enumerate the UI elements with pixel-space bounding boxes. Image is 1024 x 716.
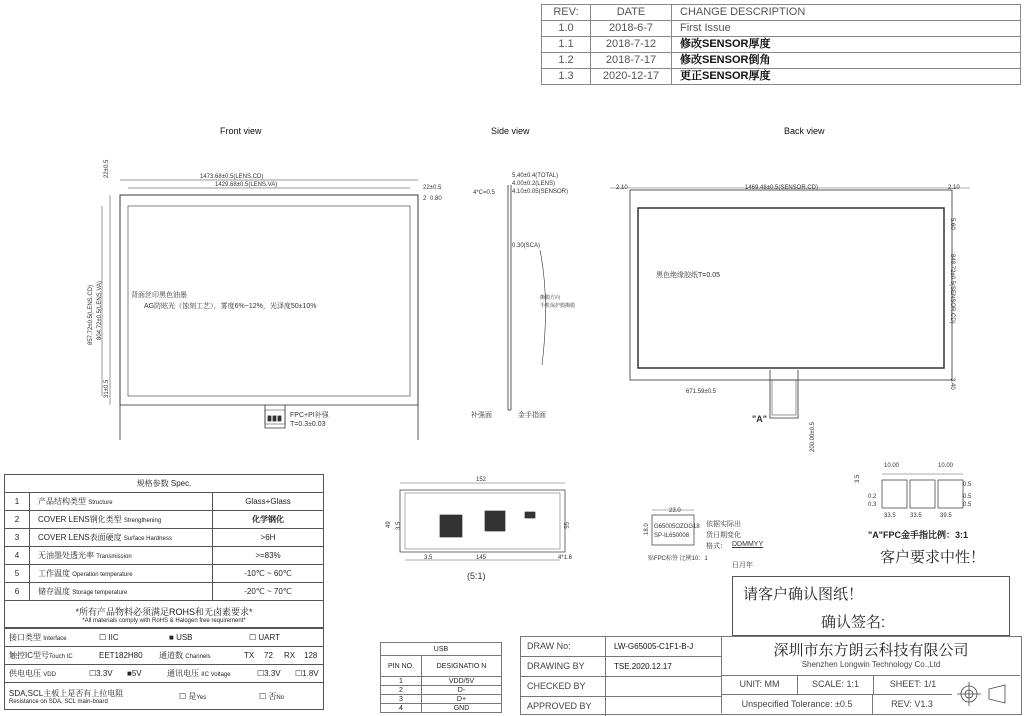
fpc-thickness: T=0.3±0.03 bbox=[290, 421, 326, 428]
detail-a-n3: 0.5 bbox=[963, 482, 972, 488]
spec-table bbox=[4, 474, 324, 628]
front-view-title: Front view bbox=[220, 126, 262, 136]
front-note-ag: AG防眩光（蚀刻工艺），雾度6%~12%，光泽度50±10% bbox=[144, 303, 317, 310]
side-l2: 金手指面 bbox=[518, 412, 546, 419]
iic-33: 3.3V bbox=[264, 669, 281, 678]
pull-en: Resistance on SDA, SCL main-board bbox=[9, 698, 108, 705]
detail-a-n10: 39.5 bbox=[940, 513, 952, 519]
back-d7: 671.59±0.5 bbox=[686, 389, 716, 395]
spec-v: >=83% bbox=[213, 547, 324, 565]
dim-080: 0.80 bbox=[430, 196, 442, 202]
tolerance: Unspecified Tolerance: ±0.5 bbox=[722, 695, 873, 714]
side-d5: 0.30(SCA) bbox=[512, 243, 541, 249]
dim-2: 2 bbox=[423, 196, 427, 202]
iic-en: IIC Voltage bbox=[201, 672, 231, 678]
ic-en: Touch IC bbox=[49, 654, 73, 660]
label-l2: SP-IL650008 bbox=[654, 533, 690, 539]
side-d3: 4.10±0.05(SENSOR) bbox=[512, 189, 568, 195]
pcb-drawing bbox=[385, 478, 580, 578]
pcb-h3: 3.5 bbox=[396, 521, 402, 530]
vdd-5: 5V bbox=[131, 669, 142, 678]
rev: REV: V1.3 bbox=[891, 699, 933, 709]
back-d2: 1469.48±0.5(SENSOR.CD) bbox=[745, 185, 818, 191]
label-a5: 日月年 bbox=[732, 562, 753, 569]
pcb-h1: 49 bbox=[386, 521, 392, 528]
dim-22b: 22±0.5 bbox=[104, 159, 110, 178]
back-d8: 200.00±0.5 bbox=[810, 422, 816, 452]
rev-cell: 1.0 bbox=[542, 21, 591, 37]
detail-a-n6: 0.5 bbox=[963, 494, 972, 500]
iface-usb: USB bbox=[176, 633, 193, 642]
back-d5: 848.72±0.5(SENSOR.CD) bbox=[949, 254, 955, 324]
desc-cell: 修改SENSOR倒角 bbox=[672, 53, 1021, 69]
iic-18: 1.8V bbox=[302, 669, 319, 678]
spec-en: Operation temperature bbox=[72, 572, 133, 578]
vdd-en: VDD bbox=[43, 672, 56, 678]
side-d7: 手机保护膜撕膜 bbox=[540, 303, 576, 309]
spec-en: Surface Hardness bbox=[123, 536, 172, 542]
pcb-h4: 3.5 bbox=[424, 555, 433, 561]
dim-h-va: 804.72±0.5(LENS.VA) bbox=[97, 281, 103, 340]
date-cell: 2018-6-7 bbox=[591, 21, 672, 37]
label-a2: 货日期变化 bbox=[706, 532, 741, 539]
ic-val: EET182H80 bbox=[99, 651, 143, 660]
detail-a-label: "A"FPC金手指比例：3:1 bbox=[868, 530, 969, 540]
detail-a-n4: 0.3 bbox=[868, 502, 877, 508]
side-view-title: Side view bbox=[491, 126, 530, 136]
confirm-box bbox=[732, 576, 1010, 636]
sheet: SHEET: 1/1 bbox=[889, 679, 937, 689]
label-a4: DDMMYY bbox=[732, 541, 764, 548]
title-block bbox=[520, 636, 1022, 715]
customer-neutral: 客户要求中性！ bbox=[880, 549, 986, 566]
label-a1: 依据实际出 bbox=[706, 521, 741, 528]
label-l1: G65005OZOG18 bbox=[654, 524, 700, 530]
spec-cn: 产品结构类型 bbox=[38, 497, 86, 506]
side-d6: 撕膜方向 bbox=[540, 295, 561, 301]
iface-en: Interface bbox=[43, 636, 67, 642]
usb-pin-n: 1 bbox=[381, 677, 422, 686]
front-view-drawing bbox=[80, 160, 460, 440]
back-view-drawing bbox=[610, 180, 970, 440]
label-note: 贴FPC标签 比例10：1 bbox=[648, 556, 708, 562]
detail-a-n1: 10.00 bbox=[938, 463, 954, 469]
spec-n: 3 bbox=[5, 529, 30, 547]
usb-pin-d: D- bbox=[422, 686, 502, 695]
spec-n: 5 bbox=[5, 565, 30, 583]
company-en: Shenzhen Longwin Technology Co.,Ltd bbox=[801, 660, 941, 669]
pcb-scale: (5:1) bbox=[467, 571, 486, 581]
pull-yes-en: Yes bbox=[196, 694, 207, 701]
scale: SCALE: 1:1 bbox=[798, 675, 874, 694]
draw-no: LW-G65005-C1F1-B-J bbox=[614, 642, 694, 651]
detail-a-n7: 0.5 bbox=[963, 502, 972, 508]
spec-en: Structure bbox=[88, 500, 113, 506]
iface-label: 接口类型 bbox=[9, 633, 41, 642]
unit: UNIT: MM bbox=[722, 675, 798, 694]
rohs-cn: *所有产品物料必须满足ROHS和无卤素要求* bbox=[75, 606, 253, 617]
desc-cell: 更正SENSOR厚度 bbox=[672, 69, 1021, 85]
spec-n: 4 bbox=[5, 547, 30, 565]
rx: RX bbox=[284, 651, 296, 660]
usb-pin-n: 3 bbox=[381, 695, 422, 704]
back-view-title: Back view bbox=[784, 126, 825, 136]
iface-iic: IIC bbox=[108, 633, 119, 642]
pull-yes: 是 bbox=[188, 691, 197, 701]
spec-cn: COVER LENS表面硬度 bbox=[38, 533, 122, 542]
spec-title: 规格参数 Spec. bbox=[5, 475, 324, 493]
rx-v: 128 bbox=[304, 651, 318, 660]
ch-en: Channels bbox=[185, 654, 211, 660]
desc-header: CHANGE DESCRIPTION bbox=[672, 5, 1021, 21]
spec-cn: COVER LENS钢化类型 bbox=[38, 515, 122, 524]
side-d4: 4*C=0.5 bbox=[473, 190, 495, 196]
detail-a-n2: 3.5 bbox=[855, 474, 861, 483]
pcb-h2: 55 bbox=[562, 522, 568, 529]
tx-v: 72 bbox=[264, 651, 273, 660]
spec-en: Transmission bbox=[96, 554, 132, 560]
label-a3: 格式： bbox=[706, 543, 727, 550]
usb-table bbox=[380, 642, 502, 713]
usb-h1: PIN NO. bbox=[381, 656, 422, 677]
back-note: 黑色绝缘胶纸T=0.05 bbox=[656, 272, 720, 279]
back-d3: 2.10 bbox=[948, 185, 960, 191]
side-l1: 补强面 bbox=[471, 412, 492, 419]
desc-cell: 修改SENSOR厚度 bbox=[672, 37, 1021, 53]
usb-pin-d: D+ bbox=[422, 695, 502, 704]
side-d1: 5.40±0.4(TOTAL) bbox=[512, 173, 559, 179]
revision-table bbox=[541, 4, 1021, 85]
rev-cell: 1.2 bbox=[542, 53, 591, 69]
spec-cn: 无油墨处透光率 bbox=[38, 551, 94, 560]
confirm-l2: 确认签名: bbox=[821, 614, 886, 631]
interface-block: 接口类型 Interface ☐ IIC ■ USB ☐ UART 触控IC型号Touch IC EET182H80 通道数 Channels TX 72 RX 128 供电电压 VDD ☐3.3V ■5V 通讯电压 IIC Voltage ☐3.3V ☐1.8V SDA,SCL主板上是否有上拉电阻 Resistance on SDA, SCL main-board ☐ 是Yes ☐ 否No bbox=[4, 628, 324, 710]
confirm-l1: 请客户确认图纸！ bbox=[743, 586, 864, 603]
date-cell: 2018-7-17 bbox=[591, 53, 672, 69]
detail-a-drawing bbox=[860, 460, 980, 520]
iface-uart: UART bbox=[258, 633, 281, 642]
pcb-w: 152 bbox=[476, 477, 487, 483]
date-cell: 2020-12-17 bbox=[591, 69, 672, 85]
spec-v: -10℃ ~ 60℃ bbox=[213, 565, 324, 583]
ch-label: 通道数 bbox=[159, 651, 183, 660]
dim-lens-cd: 1473.68±0.5(LENS.CD) bbox=[200, 174, 264, 180]
back-d1: 2.10 bbox=[616, 185, 628, 191]
rohs-en: *All materials comply with RoHS & Halogen free requirement* bbox=[82, 617, 246, 624]
vdd-33: 3.3V bbox=[96, 669, 113, 678]
usb-pin-d: VDD/5V bbox=[422, 677, 502, 686]
spec-v: >6H bbox=[213, 529, 324, 547]
usb-pin-n: 2 bbox=[381, 686, 422, 695]
back-d4: 5.60 bbox=[949, 218, 955, 230]
label-box2: 18.0 bbox=[644, 523, 650, 535]
spec-n: 1 bbox=[5, 493, 30, 511]
spec-v: Glass+Glass bbox=[213, 493, 324, 511]
dim-lens-va: 1429.68±0.5(LENS.VA) bbox=[215, 182, 278, 188]
fpc-note: FPC+PI补强 bbox=[290, 412, 329, 419]
company-cn: 深圳市东方朗云科技有限公司 bbox=[773, 642, 969, 659]
pcb-d5: 4*1.6 bbox=[558, 555, 573, 561]
approved-label: APPROVED BY bbox=[521, 697, 606, 716]
checked-label: CHECKED BY bbox=[521, 677, 606, 696]
spec-en: Storage temperature bbox=[72, 590, 128, 596]
tx: TX bbox=[244, 651, 255, 660]
usb-pin-d: GND bbox=[422, 704, 502, 713]
projection-symbol-icon bbox=[955, 681, 1015, 707]
ic-label: 触控IC型号 bbox=[9, 651, 49, 660]
spec-cn: 工作温度 bbox=[38, 569, 70, 578]
spec-v: 化学钢化 bbox=[213, 511, 324, 529]
iic-label: 通讯电压 bbox=[167, 669, 199, 678]
rev-header: REV: bbox=[542, 5, 591, 21]
vdd-label: 供电电压 bbox=[9, 669, 41, 678]
pcb-w2: 145 bbox=[476, 555, 487, 561]
dim-31: 31±0.5 bbox=[104, 379, 110, 398]
spec-cn: 储存温度 bbox=[38, 587, 70, 596]
detail-a-n5: 0.2 bbox=[868, 494, 877, 500]
pull-no-en: No bbox=[276, 694, 285, 701]
dim-22a: 22±0.5 bbox=[423, 185, 442, 191]
back-d6: 3.40 bbox=[949, 378, 955, 390]
front-note-ink: 背面丝印黑色油墨 bbox=[131, 292, 187, 299]
rev-cell: 1.1 bbox=[542, 37, 591, 53]
pull-label: SDA,SCL主板上是否有上拉电阻 bbox=[9, 688, 124, 698]
date-cell: 2018-7-12 bbox=[591, 37, 672, 53]
usb-h2: DESIGNATIO N bbox=[422, 656, 502, 677]
detail-a-n0: 10.00 bbox=[884, 463, 900, 469]
label-box1: 23.0 bbox=[669, 508, 681, 514]
desc-cell: First Issue bbox=[672, 21, 1021, 37]
dim-h-cd: 857.72±0.5(LENS.CD) bbox=[88, 285, 94, 345]
rev-cell: 1.3 bbox=[542, 69, 591, 85]
detail-a-n8: 33.5 bbox=[884, 513, 896, 519]
drawing-by-label: DRAWING BY bbox=[521, 657, 606, 676]
pull-no: 否 bbox=[268, 691, 277, 701]
drawing-by: TSE.2020.12.17 bbox=[614, 662, 672, 671]
spec-v: -20℃ ~ 70℃ bbox=[213, 583, 324, 601]
usb-title: USB bbox=[381, 643, 502, 656]
side-d2: 4.00±0.2(LENS) bbox=[512, 181, 555, 187]
spec-en: Strengthening bbox=[123, 518, 162, 524]
back-detail-a: "A" bbox=[752, 414, 768, 424]
spec-n: 2 bbox=[5, 511, 30, 529]
date-header: DATE bbox=[591, 5, 672, 21]
usb-pin-n: 4 bbox=[381, 704, 422, 713]
draw-no-label: DRAW No: bbox=[521, 637, 606, 656]
detail-a-n9: 33.5 bbox=[910, 513, 922, 519]
spec-n: 6 bbox=[5, 583, 30, 601]
